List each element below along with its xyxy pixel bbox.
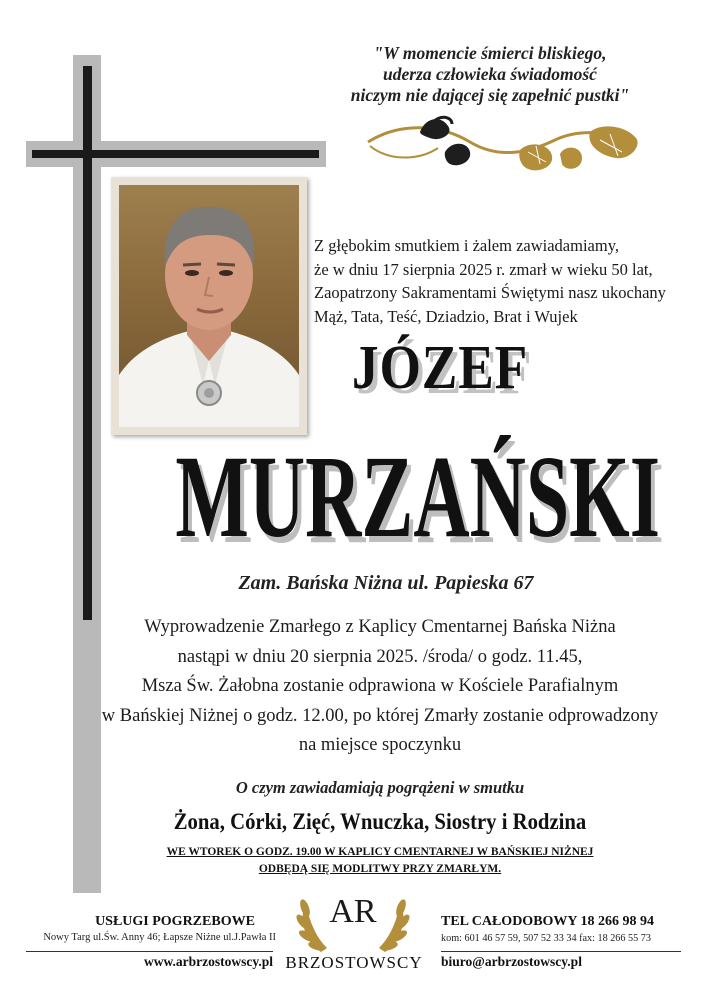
vigil-line: WE WTOREK O GODZ. 19.00 W KAPLICY CMENTARNEJ W BAŃSKIEJ NIŻNEJ: [166, 846, 594, 858]
intro-line: że w dniu 17 sierpnia 2025 r. zmarł w wieku 50 lat,: [314, 259, 653, 279]
portrait-frame: [111, 177, 307, 435]
funeral-line: na miejsce spoczynku: [298, 735, 462, 755]
funeral-line: Wyprowadzenie Zmarłego z Kaplicy Cmentarnej Bańska Niżna: [144, 617, 616, 637]
cross-horizontal-beam: [32, 150, 319, 158]
phone-title: TEL CAŁODOBOWY 18 266 98 94: [441, 914, 655, 929]
deceased-first-name: JÓZEF: [351, 334, 529, 402]
funeral-details: [100, 613, 660, 761]
funeral-service-title: USŁUGI POGRZEBOWE: [95, 914, 255, 929]
vigil-notice: [100, 844, 660, 878]
portrait-silhouette: [119, 185, 299, 427]
logo-letters: AR: [329, 893, 377, 930]
vigil-line: ODBĘDĄ SIĘ MODLITWY PRZY ZMARŁYM.: [258, 863, 502, 875]
email-link[interactable]: biuro@arbrzostowscy.pl: [441, 954, 582, 969]
funeral-line: w Bańskiej Niżnej o godz. 12.00, po której Zmarły zostanie odprowadzony: [101, 705, 659, 726]
announcement-intro: [314, 234, 694, 328]
footer-divider: [26, 951, 273, 952]
intro-line: Zaopatrzony Sakramentami Świętymi nasz ukochany: [314, 283, 666, 302]
funeral-service-address: Nowy Targ ul.Św. Anny 46; Łapsze Niżne ul.J.Pawła II: [43, 932, 276, 943]
intro-line: Mąż, Tata, Teść, Dziadzio, Brat i Wujek: [314, 306, 578, 326]
funeral-line: nastąpi w dniu 20 sierpnia 2025. /środa/ o godz. 11.45,: [177, 646, 583, 667]
quote-line: uderza człowieka świadomość: [383, 64, 597, 84]
footer-divider: [441, 951, 681, 952]
mourners-names: Żona, Córki, Zięć, Wnuczka, Siostry i Rodzina: [173, 809, 587, 834]
contact-numbers: kom: 601 46 57 59, 507 52 33 34 fax: 18 266 55 73: [441, 933, 651, 944]
leaf-ornament-icon: [360, 112, 650, 187]
portrait-photo: [119, 185, 299, 427]
quote-line: "W momencie śmierci bliskiego,: [373, 43, 607, 63]
funeral-line: Msza Św. Żałobna zostanie odprawiona w Kościele Parafialnym: [141, 676, 619, 696]
mourners-intro: O czym zawiadamiają pogrążeni w smutku: [235, 778, 525, 797]
quote-line: niczym nie dającej się zapełnić pustki": [350, 85, 630, 105]
deceased-address: Zam. Bańska Niżna ul. Papieska 67: [238, 572, 534, 594]
quote: [300, 43, 680, 106]
website-link[interactable]: www.arbrzostowscy.pl: [144, 954, 273, 969]
intro-line: Z głębokim smutkiem i żalem zawiadamiamy,: [314, 236, 620, 255]
logo-name: BRZOSTOWSCY: [285, 953, 423, 972]
deceased-last-name: MURZAŃSKI: [175, 431, 661, 562]
